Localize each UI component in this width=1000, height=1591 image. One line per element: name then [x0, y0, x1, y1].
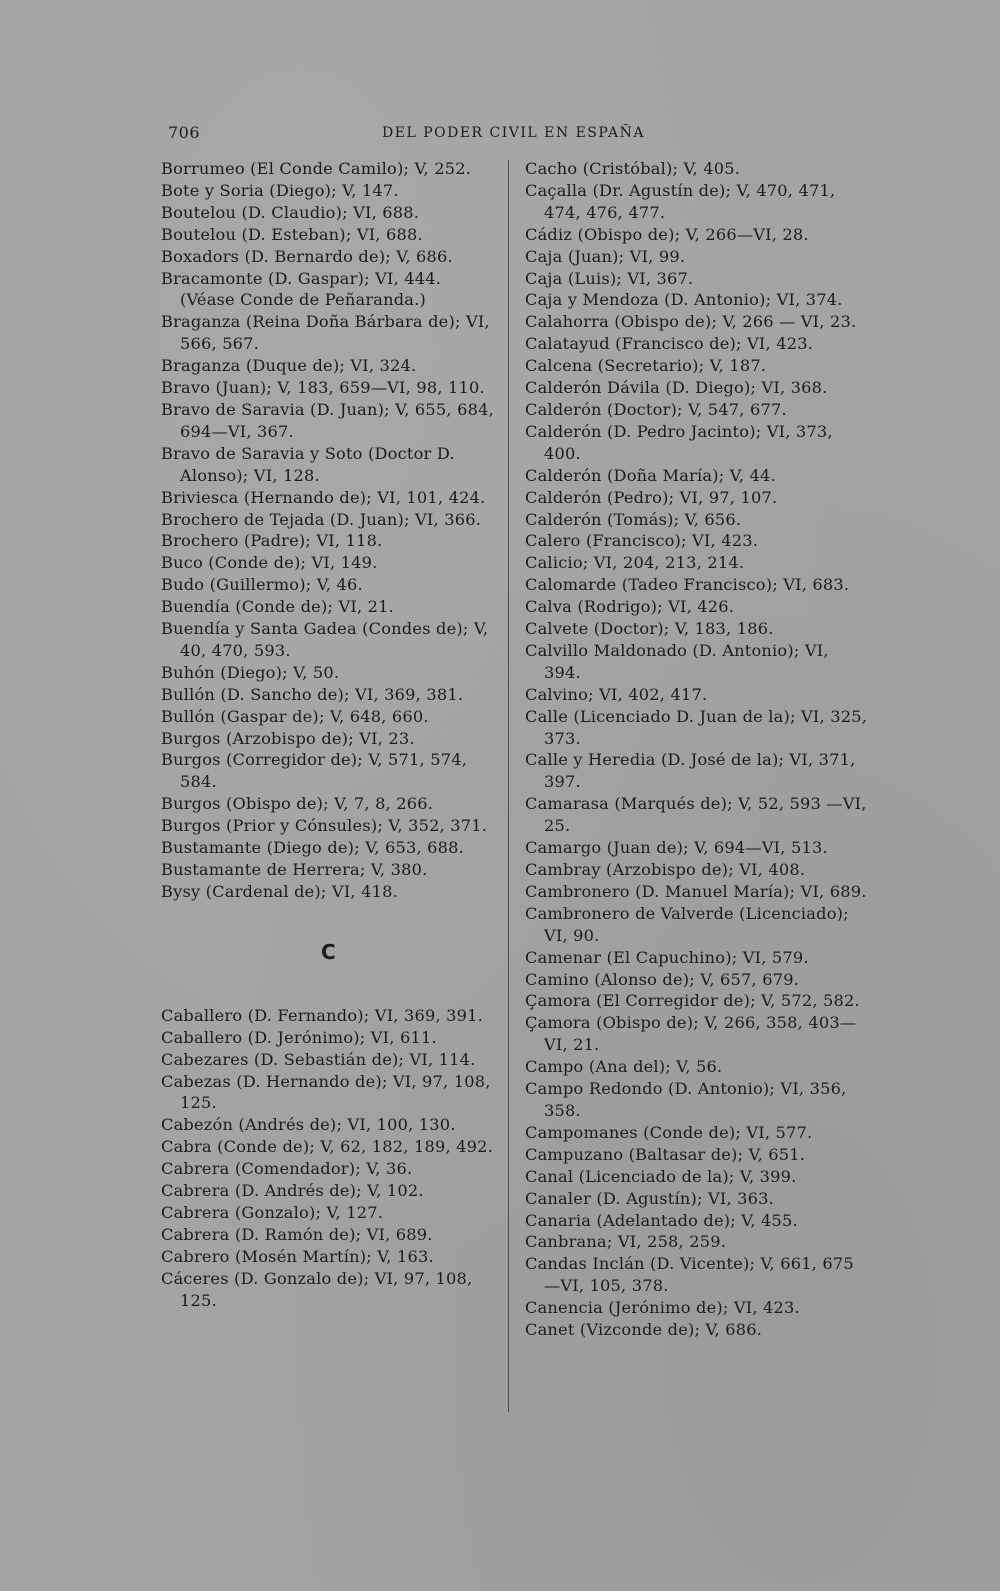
section-letter: C [321, 939, 336, 964]
index-entry: Caja (Luis); VI, 367. [525, 268, 694, 288]
index-entry: Cambronero (D. Manuel María); VI, 689. [525, 881, 867, 901]
index-entry: Caballero (D. Jerónimo); VI, 611. [161, 1027, 437, 1047]
index-entry: Calvillo Maldonado (D. Antonio); VI, 394. [525, 640, 829, 682]
index-entry: Camenar (El Capuchino); VI, 579. [525, 947, 809, 967]
index-entry: Cacho (Cristóbal); V, 405. [525, 159, 741, 178]
entries-section-c [161, 1005, 496, 1312]
index-entry: Cabrero (Mosén Martín); V, 163. [161, 1246, 434, 1266]
index-entry: Camargo (Juan de); V, 694—VI, 513. [525, 838, 828, 858]
index-entry: Canencia (Jerónimo de); VI, 423. [525, 1298, 800, 1318]
index-entry: Canet (Vizconde de); V, 686. [525, 1320, 763, 1340]
index-entry: Campomanes (Conde de); VI, 577. [525, 1122, 813, 1142]
index-entry: Buendía y Santa Gadea (Condes de); V, 40, 470, 593. [161, 619, 489, 660]
index-entry: Calvete (Doctor); V, 183, 186. [525, 619, 774, 639]
index-entry: Cáceres (D. Gonzalo de); VI, 97, 108, 125. [161, 1268, 473, 1310]
index-entry: Calahorra (Obispo de); V, 266 — VI, 23. [525, 312, 857, 332]
index-column-right [525, 158, 870, 1341]
running-title: DEL PODER CIVIL EN ESPAÑA [382, 125, 645, 141]
index-entry: Caballero (D. Fernando); VI, 369, 391. [161, 1005, 484, 1025]
entries-right [525, 158, 870, 1341]
index-entry: Calatayud (Francisco de); VI, 423. [525, 334, 814, 354]
index-entry: Buco (Conde de); VI, 149. [161, 553, 378, 573]
index-entry: Budo (Guillermo); V, 46. [161, 575, 363, 595]
index-entry: Briviesca (Hernando de); VI, 101, 424. [161, 487, 486, 507]
index-entry: Canal (Licenciado de la); V, 399. [525, 1166, 797, 1186]
index-entry: Cabezón (Andrés de); VI, 100, 130. [161, 1115, 456, 1135]
index-entry: Bustamante de Herrera; V, 380. [161, 860, 428, 879]
page-header [168, 123, 650, 147]
index-entry: Cabra (Conde de); V, 62, 182, 189, 492. [161, 1137, 494, 1157]
index-entry: Calderón (D. Pedro Jacinto); VI, 373, 400. [525, 421, 833, 463]
index-entry: Bravo (Juan); V, 183, 659—VI, 98, 110. [161, 378, 485, 398]
index-entry: Cambray (Arzobispo de); VI, 408. [525, 860, 806, 879]
index-entry: Calvino; VI, 402, 417. [525, 684, 708, 704]
index-entry: Caja (Juan); VI, 99. [525, 246, 686, 266]
index-entry: Canbrana; VI, 258, 259. [525, 1232, 727, 1252]
index-entry: Caçalla (Dr. Agustín de); V, 470, 471, 474, 476, 477. [525, 180, 836, 222]
index-entry: Cabrera (D. Ramón de); VI, 689. [161, 1224, 433, 1244]
index-entry: Brochero (Padre); VI, 118. [161, 531, 383, 551]
page-number: 706 [168, 123, 201, 142]
index-entry: Campuzano (Baltasar de); V, 651. [525, 1144, 806, 1164]
index-entry: Bravo de Saravia y Soto (Doctor D. Alonso); VI, 128. [161, 443, 455, 485]
index-entry: Burgos (Corregidor de); V, 571, 574, 584. [161, 750, 468, 792]
index-entry: Bustamante (Diego de); V, 653, 688. [161, 838, 464, 858]
index-entry: Calderón (Pedro); VI, 97, 107. [525, 487, 778, 507]
index-entry: Calcena (Secretario); V, 187. [525, 356, 767, 376]
index-entry: Çamora (Obispo de); V, 266, 358, 403—VI, 21. [525, 1013, 857, 1055]
entries-before-section [161, 158, 496, 903]
index-entry: Burgos (Arzobispo de); VI, 23. [161, 728, 415, 748]
index-entry: Bote y Soria (Diego); V, 147. [161, 180, 399, 200]
index-entry: Calderón (Doña María); V, 44. [525, 465, 776, 485]
index-entry: Bysy (Cardenal de); VI, 418. [161, 881, 398, 901]
index-entry: Cabrera (D. Andrés de); V, 102. [161, 1181, 424, 1201]
index-entry: Bravo de Saravia (D. Juan); V, 655, 684, 694—VI, 367. [161, 399, 494, 441]
index-entry: Bullón (Gaspar de); V, 648, 660. [161, 706, 429, 726]
index-entry: Burgos (Obispo de); V, 7, 8, 266. [161, 794, 434, 814]
index-entry: Campo (Ana del); V, 56. [525, 1057, 723, 1077]
index-entry: Brochero de Tejada (D. Juan); VI, 366. [161, 509, 482, 529]
index-entry: Braganza (Reina Doña Bárbara de); VI, 566, 567. [161, 312, 490, 354]
index-entry: Cabezares (D. Sebastián de); VI, 114. [161, 1049, 476, 1069]
index-entry: Burgos (Prior y Cónsules); V, 352, 371. [161, 816, 488, 836]
index-entry: Calicio; VI, 204, 213, 214. [525, 553, 745, 573]
index-column-left [161, 158, 496, 1312]
index-entry: Calle (Licenciado D. Juan de la); VI, 325, 373. [525, 706, 868, 748]
index-entry: Bullón (D. Sancho de); VI, 369, 381. [161, 684, 464, 704]
index-entry: Borrumeo (El Conde Camilo); V, 252. [161, 159, 472, 178]
index-entry: Çamora (El Corregidor de); V, 572, 582. [525, 991, 860, 1011]
index-entry: Cabrera (Comendador); V, 36. [161, 1159, 413, 1179]
index-entry: Calderón (Doctor); V, 547, 677. [525, 399, 787, 419]
index-entry: Canaria (Adelantado de); V, 455. [525, 1210, 798, 1230]
index-entry: Buhón (Diego); V, 50. [161, 662, 340, 682]
index-entry: Boxadors (D. Bernardo de); V, 686. [161, 246, 453, 266]
index-entry: Calderón Dávila (D. Diego); VI, 368. [525, 378, 828, 398]
index-entry: Canaler (D. Agustín); VI, 363. [525, 1188, 774, 1208]
index-entry: Cádiz (Obispo de); V, 266—VI, 28. [525, 224, 809, 244]
index-entry: Cabrera (Gonzalo); V, 127. [161, 1202, 384, 1222]
index-entry: Buendía (Conde de); VI, 21. [161, 597, 394, 617]
index-entry: Caja y Mendoza (D. Antonio); VI, 374. [525, 290, 843, 310]
index-entry: Calva (Rodrigo); VI, 426. [525, 597, 735, 617]
index-entry: Candas Inclán (D. Vicente); V, 661, 675—VI, 105, 378. [525, 1254, 854, 1296]
index-entry: Calle y Heredia (D. José de la); VI, 371, 397. [525, 750, 856, 792]
index-entry: Boutelou (D. Claudio); VI, 688. [161, 202, 420, 222]
index-entry: Cambronero de Valverde (Licenciado); VI, 90. [525, 903, 849, 945]
index-entry: Campo Redondo (D. Antonio); VI, 356, 358. [525, 1079, 847, 1120]
index-entry: Calomarde (Tadeo Francisco); VI, 683. [525, 575, 850, 595]
index-entry: Bracamonte (D. Gaspar); VI, 444. (Véase Conde de Peñaranda.) [161, 268, 442, 310]
index-entry: Calderón (Tomás); V, 656. [525, 509, 742, 529]
index-entry: Camarasa (Marqués de); V, 52, 593 —VI, 25. [525, 794, 867, 836]
index-entry: Boutelou (D. Esteban); VI, 688. [161, 224, 423, 244]
index-entry: Calero (Francisco); VI, 423. [525, 531, 759, 551]
column-divider [508, 160, 509, 1412]
index-entry: Braganza (Duque de); VI, 324. [161, 356, 417, 376]
index-entry: Camino (Alonso de); V, 657, 679. [525, 969, 800, 989]
index-entry: Cabezas (D. Hernando de); VI, 97, 108, 125. [161, 1071, 491, 1113]
